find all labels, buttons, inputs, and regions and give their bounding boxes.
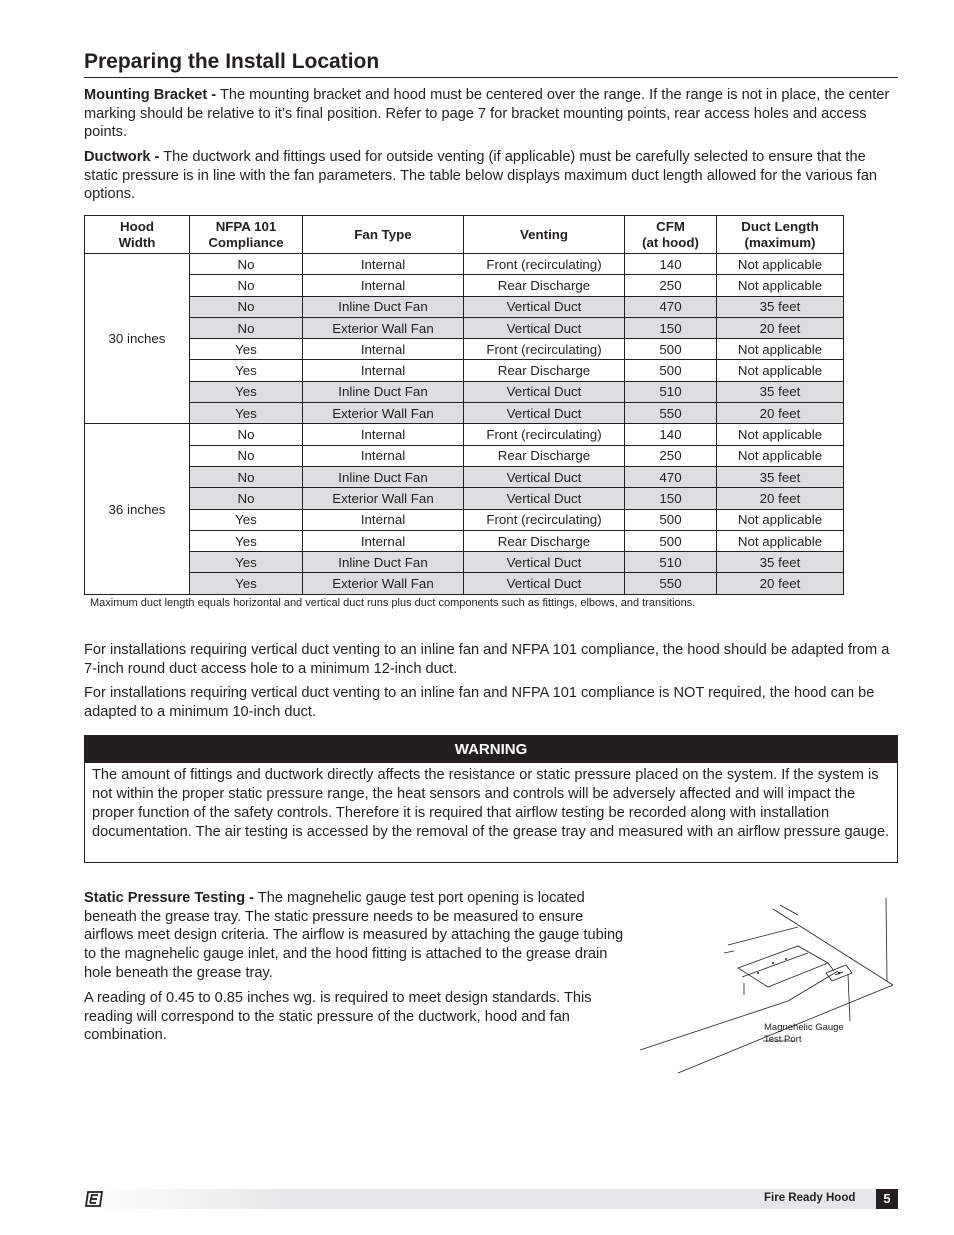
table-row	[85, 530, 844, 551]
nfpa-cell: Yes	[190, 573, 303, 594]
cfm-cell: 550	[625, 403, 717, 424]
header-hood-width: Hood Width	[85, 216, 190, 254]
fan-type-cell: Exterior Wall Fan	[303, 488, 464, 509]
venting-cell: Front (recirculating)	[464, 424, 625, 445]
nfpa-cell: Yes	[190, 360, 303, 381]
nfpa-cell: No	[190, 445, 303, 466]
table-row	[85, 254, 844, 275]
venting-cell: Vertical Duct	[464, 552, 625, 573]
duct-length-cell: Not applicable	[717, 254, 844, 275]
cfm-cell: 500	[625, 360, 717, 381]
hood-width-cell: 30 inches	[85, 254, 190, 424]
fan-type-cell: Internal	[303, 275, 464, 296]
static-pressure-label: Static Pressure Testing -	[84, 890, 255, 906]
fan-type-cell: Exterior Wall Fan	[303, 317, 464, 338]
footer-product-name: Fire Ready Hood	[764, 1192, 856, 1204]
fan-type-cell: Internal	[303, 509, 464, 530]
fan-type-cell: Internal	[303, 254, 464, 275]
table-row	[85, 296, 844, 317]
table-row	[85, 573, 844, 594]
table-footnote: Maximum duct length equals horizontal and vertical duct runs plus duct components such as fittings, elbows, and transitions.	[90, 597, 696, 609]
warning-title: WARNING	[85, 736, 897, 763]
duct-length-cell: Not applicable	[717, 530, 844, 551]
cfm-cell: 510	[625, 552, 717, 573]
venting-cell: Vertical Duct	[464, 317, 625, 338]
header-venting: Venting	[464, 216, 625, 254]
nfpa-cell: No	[190, 317, 303, 338]
nfpa-cell: No	[190, 488, 303, 509]
nfpa-cell: Yes	[190, 509, 303, 530]
nfpa-cell: Yes	[190, 552, 303, 573]
header-duct-length: Duct Length (maximum)	[717, 216, 844, 254]
venting-cell: Vertical Duct	[464, 381, 625, 402]
fan-type-cell: Internal	[303, 530, 464, 551]
reading-paragraph: A reading of 0.45 to 0.85 inches wg. is required to meet design standards. This reading will correspond to the static pressure of the ductwork, hood and fan combination.	[84, 990, 592, 1044]
brand-logo-icon	[85, 1191, 103, 1207]
nfpa-cell: No	[190, 424, 303, 445]
fan-type-cell: Internal	[303, 360, 464, 381]
page-title: Preparing the Install Location	[84, 50, 380, 73]
duct-length-cell: Not applicable	[717, 424, 844, 445]
cfm-cell: 470	[625, 296, 717, 317]
table-row	[85, 360, 844, 381]
fan-type-cell: Internal	[303, 339, 464, 360]
mounting-bracket-text: The mounting bracket and hood must be centered over the range. If the range is not in place, the center marking should be relative to it’s final position. Refer to page 7 for bracket mounting points, rear access holes and access points.	[84, 87, 890, 141]
table-row	[85, 509, 844, 530]
header-cfm: CFM (at hood)	[625, 216, 717, 254]
inline-fan-nfpa-paragraph: For installations requiring vertical duct venting to an inline fan and NFPA 101 compliance, the hood should be adapted from a 7-inch round duct access hole to a minimum 12-inch duct.	[84, 642, 890, 677]
venting-cell: Vertical Duct	[464, 296, 625, 317]
test-port-callout: Magnehelic Gauge Test Port	[764, 1022, 844, 1045]
duct-length-cell: 20 feet	[717, 403, 844, 424]
venting-cell: Rear Discharge	[464, 275, 625, 296]
cfm-cell: 140	[625, 254, 717, 275]
nfpa-cell: Yes	[190, 403, 303, 424]
ductwork-label: Ductwork -	[84, 149, 160, 165]
fan-type-cell: Internal	[303, 424, 464, 445]
duct-length-cell: 35 feet	[717, 552, 844, 573]
ductwork-text: The ductwork and fittings used for outside venting (if applicable) must be carefully selected to ensure that the static pressure is in line with the fan parameters. The table below displays maximum duct length allowed for the various fan options.	[84, 149, 878, 203]
venting-cell: Vertical Duct	[464, 466, 625, 487]
hood-width-cell: 36 inches	[85, 424, 190, 594]
venting-cell: Vertical Duct	[464, 573, 625, 594]
nfpa-cell: Yes	[190, 381, 303, 402]
fan-type-cell: Internal	[303, 445, 464, 466]
static-pressure-text: The magnehelic gauge test port opening is located beneath the grease tray. The static pressure needs to be measured to ensure airflows meet design criteria. The airflow is measured by attaching the gauge tubing to the magnehelic gauge inlet, and the hood fitting is attached to the grease drain hole beneath the grease tray.	[84, 890, 624, 981]
table-row	[85, 275, 844, 296]
cfm-cell: 150	[625, 317, 717, 338]
fan-type-cell: Exterior Wall Fan	[303, 403, 464, 424]
cfm-cell: 140	[625, 424, 717, 445]
title-rule	[84, 77, 898, 78]
duct-length-cell: Not applicable	[717, 445, 844, 466]
table-header-row	[85, 216, 844, 254]
duct-length-table	[84, 215, 844, 595]
static-pressure-paragraph	[84, 889, 629, 983]
duct-length-cell: 35 feet	[717, 466, 844, 487]
cfm-cell: 500	[625, 509, 717, 530]
fan-type-cell: Inline Duct Fan	[303, 296, 464, 317]
cfm-cell: 470	[625, 466, 717, 487]
fan-type-cell: Inline Duct Fan	[303, 381, 464, 402]
duct-length-cell: 20 feet	[717, 317, 844, 338]
nfpa-cell: No	[190, 296, 303, 317]
fan-type-cell: Inline Duct Fan	[303, 552, 464, 573]
venting-cell: Front (recirculating)	[464, 509, 625, 530]
duct-length-cell: Not applicable	[717, 339, 844, 360]
table-row	[85, 445, 844, 466]
venting-cell: Vertical Duct	[464, 488, 625, 509]
duct-length-cell: 20 feet	[717, 488, 844, 509]
warning-text: The amount of fittings and ductwork directly affects the resistance or static pressure placed on the system. If the system is not within the proper static pressure range, the heat sensors and controls will be adversely affected and will impact the proper function of the safety controls. Therefore it is required that airflow testing be recorded along with installation documentation. The air testing is accessed by the removal of the grease tray and measured with an airflow pressure gauge.	[92, 767, 890, 840]
cfm-cell: 250	[625, 275, 717, 296]
table-row	[85, 466, 844, 487]
nfpa-cell: No	[190, 275, 303, 296]
venting-cell: Rear Discharge	[464, 530, 625, 551]
table-row	[85, 424, 844, 445]
cfm-cell: 500	[625, 339, 717, 360]
venting-cell: Front (recirculating)	[464, 339, 625, 360]
table-row	[85, 381, 844, 402]
cfm-cell: 150	[625, 488, 717, 509]
ductwork-paragraph	[84, 148, 896, 204]
nfpa-cell: No	[190, 466, 303, 487]
mounting-bracket-label: Mounting Bracket -	[84, 87, 217, 103]
venting-cell: Vertical Duct	[464, 403, 625, 424]
duct-length-cell: 35 feet	[717, 381, 844, 402]
cfm-cell: 510	[625, 381, 717, 402]
duct-length-cell: Not applicable	[717, 509, 844, 530]
venting-cell: Rear Discharge	[464, 360, 625, 381]
fan-type-cell: Inline Duct Fan	[303, 466, 464, 487]
cfm-cell: 500	[625, 530, 717, 551]
venting-cell: Rear Discharge	[464, 445, 625, 466]
table-row	[85, 552, 844, 573]
duct-length-cell: Not applicable	[717, 360, 844, 381]
page-number: 5	[876, 1189, 898, 1209]
fan-type-cell: Exterior Wall Fan	[303, 573, 464, 594]
header-nfpa-compliance: NFPA 101 Compliance	[190, 216, 303, 254]
nfpa-cell: Yes	[190, 339, 303, 360]
header-fan-type: Fan Type	[303, 216, 464, 254]
warning-box	[84, 735, 898, 863]
duct-length-cell: 35 feet	[717, 296, 844, 317]
cfm-cell: 550	[625, 573, 717, 594]
test-port-illustration	[638, 893, 898, 1078]
duct-length-cell: 20 feet	[717, 573, 844, 594]
mounting-bracket-paragraph	[84, 86, 896, 142]
table-row	[85, 339, 844, 360]
cfm-cell: 250	[625, 445, 717, 466]
table-row	[85, 317, 844, 338]
nfpa-cell: Yes	[190, 530, 303, 551]
inline-fan-no-nfpa-paragraph: For installations requiring vertical duct venting to an inline fan and NFPA 101 compliance is NOT required, the hood can be adapted to a minimum 10-inch duct.	[84, 685, 875, 720]
table-row	[85, 488, 844, 509]
table-row	[85, 403, 844, 424]
venting-cell: Front (recirculating)	[464, 254, 625, 275]
duct-length-cell: Not applicable	[717, 275, 844, 296]
nfpa-cell: No	[190, 254, 303, 275]
